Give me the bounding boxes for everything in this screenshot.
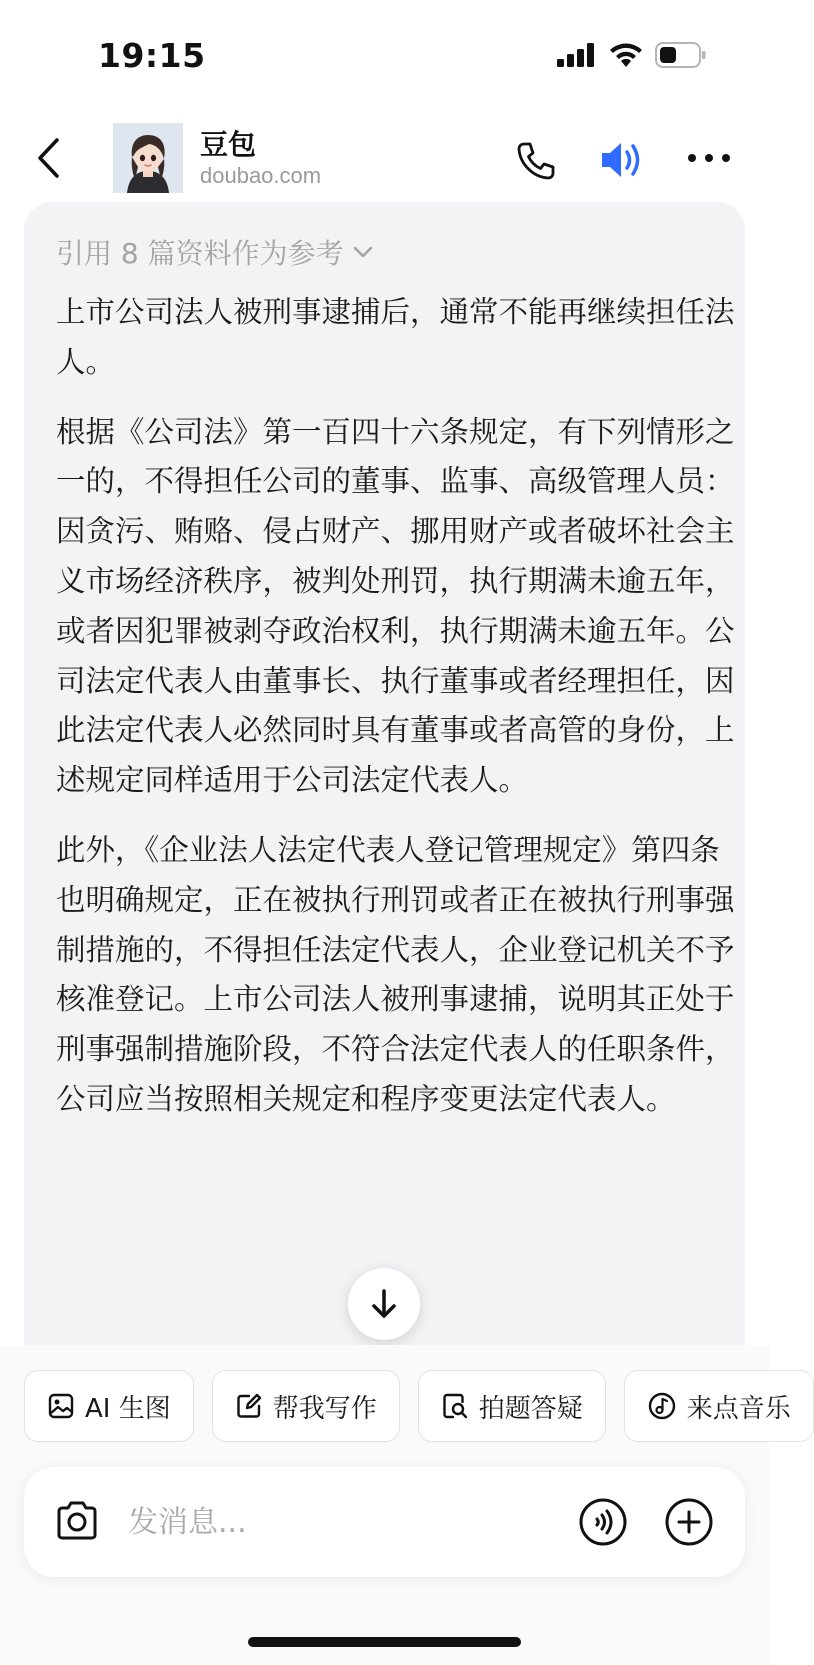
quick-action-label: 拍题答疑 <box>478 1393 583 1424</box>
signal-icon <box>557 43 597 71</box>
battery-icon <box>655 42 707 72</box>
voice-input-button[interactable] <box>578 1497 628 1547</box>
plus-icon <box>664 1497 714 1547</box>
quick-actions <box>24 1370 814 1442</box>
more-button[interactable] <box>686 143 732 173</box>
assistant-message <box>24 202 745 1352</box>
status-bar <box>0 0 769 110</box>
bottom-panel <box>0 1345 791 1665</box>
arrow-down-icon <box>369 1288 399 1320</box>
camera-button[interactable] <box>52 1496 102 1546</box>
quick-action-label: 帮我写作 <box>272 1393 377 1424</box>
more-actions-button[interactable] <box>664 1497 714 1547</box>
image-icon <box>47 1392 75 1420</box>
chat-header <box>0 115 769 200</box>
bot-name: 豆包 <box>200 128 257 161</box>
status-time: 19:15 <box>98 36 206 75</box>
avatar[interactable] <box>113 123 183 193</box>
edit-icon <box>235 1392 263 1420</box>
quick-action-writing[interactable] <box>212 1370 400 1442</box>
message-body <box>56 288 736 1145</box>
chevron-down-icon <box>352 245 374 259</box>
message-input-bar <box>24 1467 745 1577</box>
search-doc-icon <box>441 1392 469 1420</box>
message-paragraph: 上市公司法人被刑事逮捕后，通常不能再继续担任法人。 <box>56 295 735 379</box>
message-paragraph: 根据《公司法》第一百四十六条规定，有下列情形之一的，不得担任公司的董事、监事、高级管理人员：因贪污、贿赂、侵占财产、挪用财产或者破坏社会主义市场经济秩序，被判处刑罚，执行期满未逾五年，或者因犯罪被剥夺政治权利，执行期满未逾五年。公司法定代表人由董事长、执行董事或者经理担任，因此法定代表人必然同时具有董事或者高管的身份，上述规定同样适用于公司法定代表人。 <box>56 414 735 798</box>
scroll-to-bottom-button[interactable] <box>348 1268 420 1340</box>
speaker-toggle-button[interactable] <box>598 137 648 183</box>
back-button[interactable] <box>28 133 68 183</box>
speaker-icon <box>598 137 648 183</box>
quick-action-music[interactable] <box>624 1370 814 1442</box>
quick-action-label: 来点音乐 <box>686 1393 791 1424</box>
wifi-icon <box>609 42 643 72</box>
phone-icon <box>514 139 558 183</box>
phone-call-button[interactable] <box>514 139 558 183</box>
quick-action-label: AI 生图 <box>85 1393 171 1424</box>
chevron-left-icon <box>35 137 61 179</box>
status-icons <box>557 42 707 72</box>
voice-icon <box>578 1497 628 1547</box>
music-icon <box>647 1391 677 1421</box>
message-input[interactable] <box>128 1495 548 1549</box>
references-toggle[interactable] <box>56 232 374 272</box>
avatar-illustration-icon <box>113 123 183 193</box>
references-label: 引用 8 篇资料作为参考 <box>56 237 344 270</box>
message-paragraph: 此外，《企业法人法定代表人登记管理规定》第四条也明确规定，正在被执行刑罚或者正在被执行刑事强制措施的，不得担任法定代表人，企业登记机关不予核准登记。上市公司法人被刑事逮捕，说明其正处于刑事强制措施阶段，不符合法定代表人的任职条件，公司应当按照相关规定和程序变更法定代表人。 <box>56 832 735 1116</box>
bot-domain: doubao.com <box>200 163 322 188</box>
camera-icon <box>52 1496 102 1546</box>
quick-action-photo-question[interactable] <box>418 1370 606 1442</box>
quick-action-ai-image[interactable] <box>24 1370 194 1442</box>
home-indicator <box>248 1637 521 1647</box>
more-icon <box>686 143 732 173</box>
